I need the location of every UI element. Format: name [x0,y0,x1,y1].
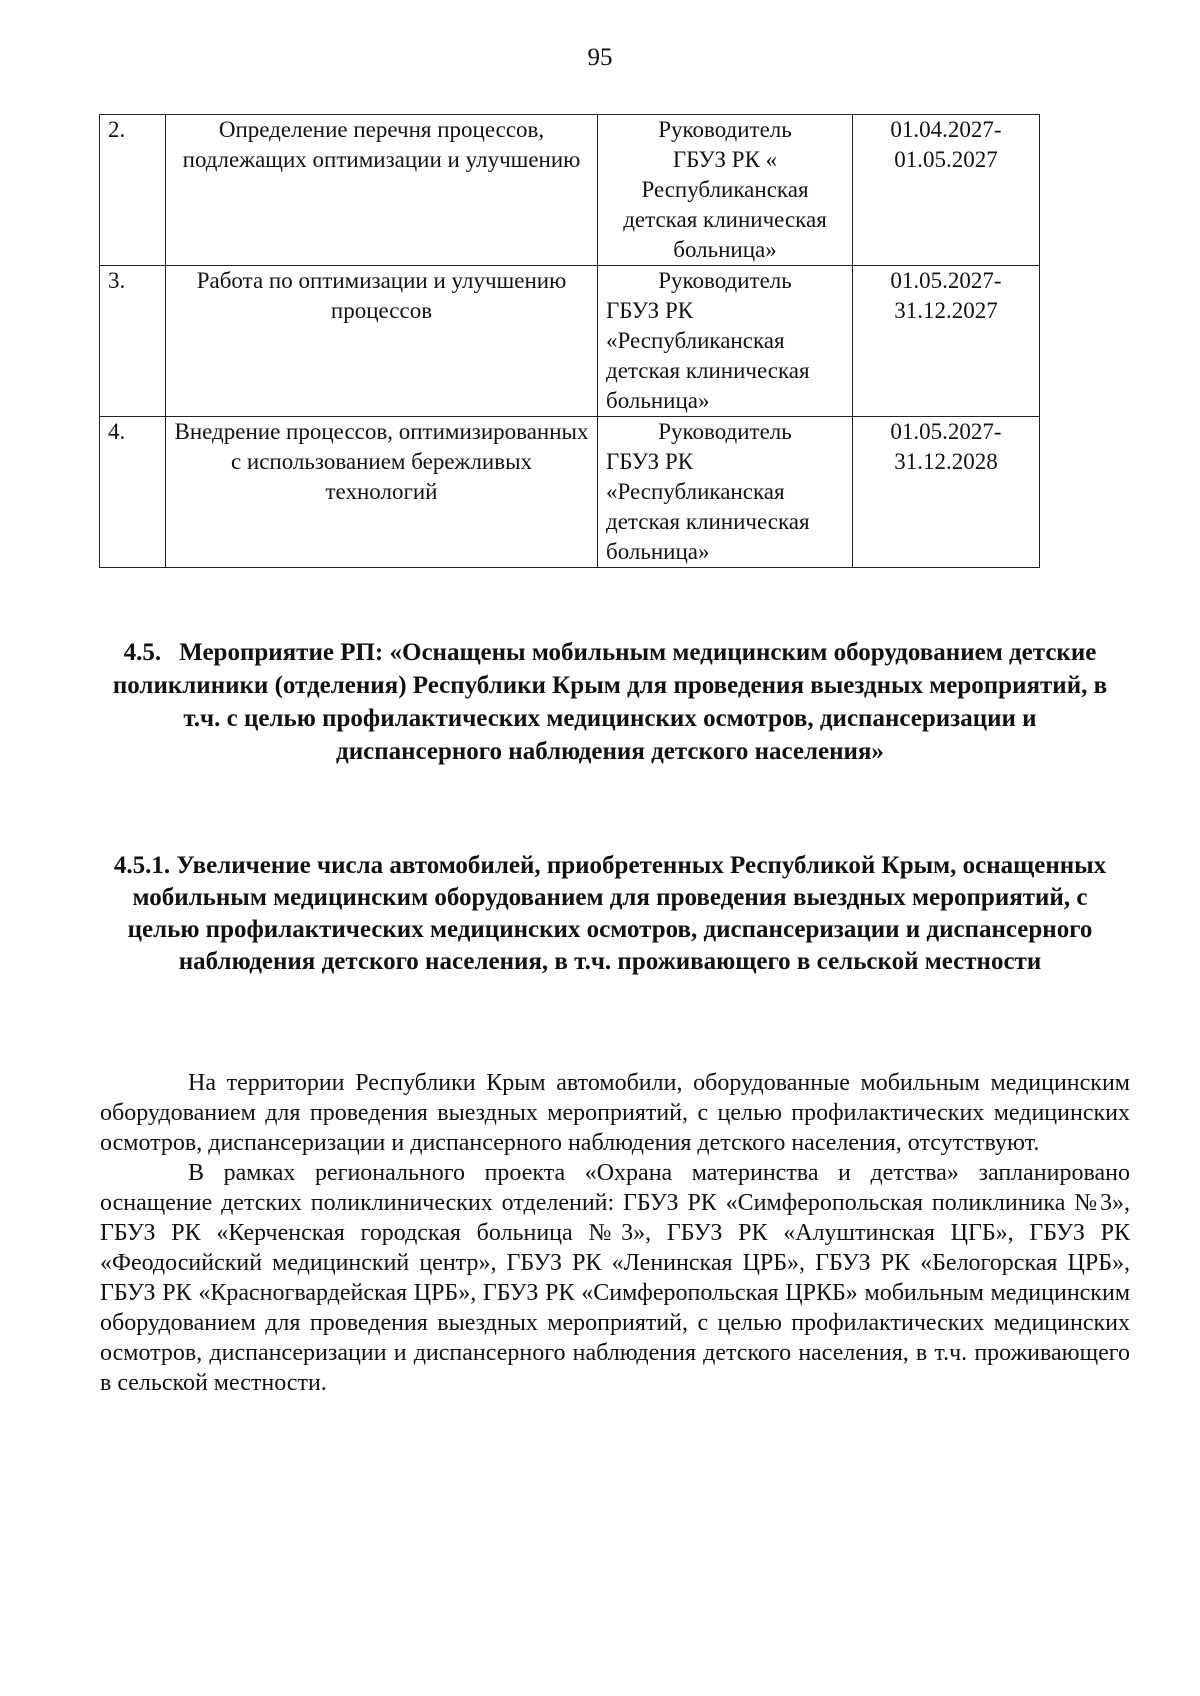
body-text [100,1068,1130,1398]
activity-name: Определение перечня процессов, подлежащих оптимизации и улучшению [166,115,598,266]
row-number: 2. [100,115,166,266]
date-start: 01.05.2027- [890,419,1002,444]
dates-cell [853,417,1040,568]
row-number: 3. [100,266,166,417]
responsible-line: больница» [673,237,777,262]
dates-cell [853,115,1040,266]
responsible-line: «Республиканская [606,328,785,353]
responsible-line: детская клиническая [623,207,827,232]
responsible-line: Республиканская [641,177,809,202]
page-number: 95 [587,44,613,71]
responsible-cell [598,115,853,266]
row-number: 4. [100,417,166,568]
paragraph: В рамках регионального проекта «Охрана материнства и детства» запланировано оснащение детских поликлинических отделений: ГБУЗ РК «Симферопольская поликлиника №3», ГБУЗ РК «Керченская городская больница №3», ГБУЗ РК «Алуштинская ЦГБ», ГБУЗ РК «Феодосийский медицинский центр», ГБУЗ РК «Ленинская ЦРБ», ГБУЗ РК «Белогорская ЦРБ», ГБУЗ РК «Красногвардейская ЦРБ», ГБУЗ РК «Симферопольская ЦРКБ» мобильным медицинским оборудованием для проведения выездных мероприятий, с целью профилактических медицинских осмотров, диспансеризации и диспансерного наблюдения детского населения, в т.ч. проживающего в сельской местности. [100,1160,1130,1396]
table-row [100,115,1040,266]
responsible-line: Руководитель [658,268,792,293]
section-number: 4.5. [123,639,162,666]
responsible-line: ГБУЗ РК « [672,147,778,172]
responsible-line: детская клиническая [606,509,810,534]
subsection-heading: 4.5.1. Увеличение числа автомобилей, приобретенных Республикой Крым, оснащенных мобильным медицинским оборудованием для проведения выездных мероприятий, с целью профилактических медицинских осмотров, диспансеризации и диспансерного наблюдения детского населения, в т.ч. проживающего в сельской местности [113,852,1107,975]
responsible-line: больница» [606,539,710,564]
activities-table [99,114,1040,568]
dates-cell [853,266,1040,417]
date-start: 01.04.2027- [890,117,1002,142]
date-end: 01.05.2027 [894,147,998,172]
table-row [100,266,1040,417]
responsible-line: Руководитель [658,117,792,142]
responsible-cell [598,417,853,568]
date-start: 01.05.2027- [890,268,1002,293]
responsible-line: ГБУЗ РК [606,298,694,323]
table-row [100,417,1040,568]
responsible-line: детская клиническая [606,358,810,383]
activity-name: Внедрение процессов, оптимизированных с использованием бережливых технологий [166,417,598,568]
activity-name: Работа по оптимизации и улучшению процессов [166,266,598,417]
date-end: 31.12.2027 [894,298,998,323]
paragraph: На территории Республики Крым автомобили, оборудованные мобильным медицинским оборудованием для проведения выездных мероприятий, с целью профилактических медицинских осмотров, диспансеризации и диспансерного наблюдения детского населения, отсутствуют. [100,1070,1130,1156]
section-title-text: Мероприятие РП: «Оснащены мобильным медицинским оборудованием детские поликлиники (отделения) Республики Крым для проведения выездных мероприятий, в т.ч. с целью профилактических медицинских осмотров, диспансеризации и диспансерного наблюдения детского населения» [112,639,1108,765]
date-end: 31.12.2028 [894,449,998,474]
responsible-line: «Республиканская [606,479,785,504]
responsible-line: ГБУЗ РК [606,449,694,474]
section-heading [100,636,1120,768]
responsible-line: Руководитель [658,419,792,444]
responsible-line: больница» [606,388,710,413]
responsible-cell [598,266,853,417]
